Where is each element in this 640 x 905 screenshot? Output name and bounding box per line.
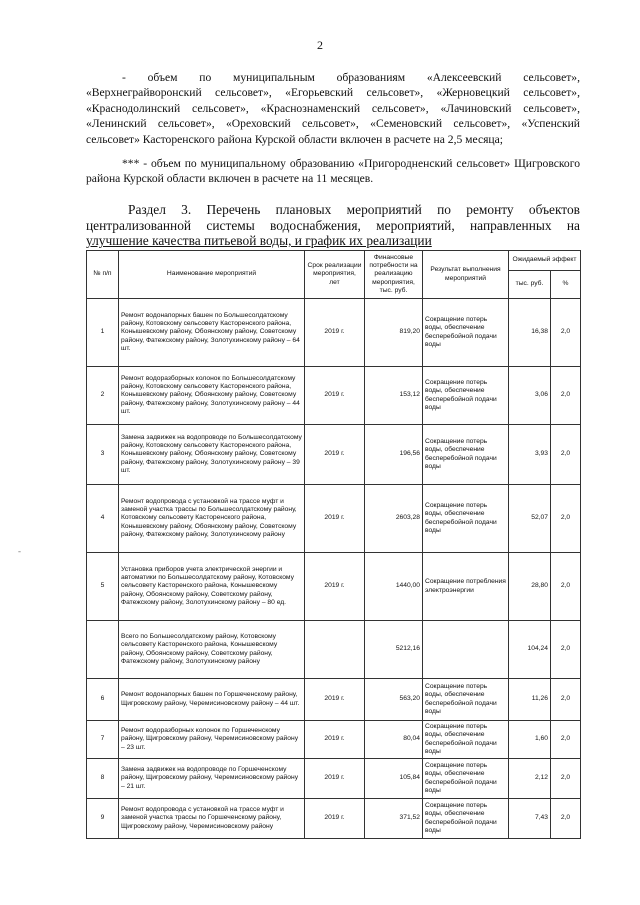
effect-pct: 2,0: [551, 721, 581, 759]
row-number: [87, 621, 119, 679]
effect-rub: 7,43: [509, 799, 551, 839]
activity-result: Сокращение потерь воды, обеспечение бесперебойной подачи воды: [423, 799, 509, 839]
paragraph-volume-shchigrovsky: *** - объем по муниципальному образованию «Пригородненский сельсовет» Щигровского района Курской области включен в расчете на 11 месяцев.: [86, 157, 580, 186]
activity-name: Ремонт водопровода с установкой на трассе муфт и заменой участка трассы по Большесолдатскому району, Котовскому сельсовету Касторенского района, Конышевскому району, Обоянскому району, Советскому району, Фатежскому району, Золотухинскому району: [119, 485, 305, 553]
activity-finance: 1440,00: [365, 553, 423, 621]
activity-term: 2019 г.: [305, 299, 365, 367]
table-row: [87, 759, 581, 799]
effect-pct: 2,0: [551, 367, 581, 425]
activity-result: Сокращение потерь воды, обеспечение бесперебойной подачи воды: [423, 485, 509, 553]
table-row: [87, 299, 581, 367]
header-result: Результат выполнения мероприятий: [423, 251, 509, 299]
activity-name: Замена задвижек на водопроводе по Большесолдатскому району, Котовскому сельсовету Касторенского района, Конышевскому району, Обоянскому району, Советскому району, Фатежскому району, Золотухинскому району – 39 шт.: [119, 425, 305, 485]
activity-finance: 105,84: [365, 759, 423, 799]
activity-name: Ремонт водоразборных колонок по Горшеченскому району, Щигровскому району, Черемисиновскому району – 23 шт.: [119, 721, 305, 759]
activity-finance: 153,12: [365, 367, 423, 425]
row-number: 9: [87, 799, 119, 839]
margin-mark: -: [18, 546, 21, 556]
activity-name: Ремонт водоразборных колонок по Большесолдатскому району, Котовскому сельсовету Касторенского района, Конышевскому району, Обоянскому району, Советскому району, Фатежскому району, Золотухинскому району – 44 шт.: [119, 367, 305, 425]
table-row: [87, 679, 581, 721]
table-row: [87, 799, 581, 839]
effect-pct: 2,0: [551, 759, 581, 799]
effect-rub: 3,93: [509, 425, 551, 485]
effect-rub: 3,06: [509, 367, 551, 425]
header-name: Наименование мероприятий: [119, 251, 305, 299]
activity-term: 2019 г.: [305, 485, 365, 553]
activity-result: Сокращение потерь воды, обеспечение бесперебойной подачи воды: [423, 759, 509, 799]
activity-term: 2019 г.: [305, 759, 365, 799]
section-heading-underlined: улучшение качества питьевой воды, и график их реализации: [86, 233, 432, 249]
row-number: 7: [87, 721, 119, 759]
effect-pct: 2,0: [551, 425, 581, 485]
effect-rub: 28,80: [509, 553, 551, 621]
header-num: № п/п: [87, 251, 119, 299]
table-row: [87, 721, 581, 759]
header-effect-rub: тыс. руб.: [509, 271, 551, 299]
row-number: 4: [87, 485, 119, 553]
activity-result: Сокращение потребления электроэнергии: [423, 553, 509, 621]
activity-result: Сокращение потерь воды, обеспечение бесперебойной подачи воды: [423, 679, 509, 721]
effect-pct: 2,0: [551, 485, 581, 553]
activity-finance: 819,20: [365, 299, 423, 367]
effect-pct: 2,0: [551, 299, 581, 367]
row-number: 2: [87, 367, 119, 425]
activity-term: 2019 г.: [305, 553, 365, 621]
activity-term: 2019 г.: [305, 425, 365, 485]
row-number: 8: [87, 759, 119, 799]
activity-result: [423, 621, 509, 679]
section-heading-main: Раздел 3. Перечень плановых мероприятий по ремонту объектов централизованной системы водоснабжения, мероприятий, направленных на: [86, 202, 580, 233]
activity-term: 2019 г.: [305, 721, 365, 759]
activity-finance: 80,04: [365, 721, 423, 759]
activity-result: Сокращение потерь воды, обеспечение бесперебойной подачи воды: [423, 299, 509, 367]
activity-finance: 371,52: [365, 799, 423, 839]
activity-name: Всего по Большесолдатскому району, Котовскому сельсовету Касторенского района, Конышевскому району, Обоянскому району, Советскому району, Фатежскому району, Золотухинскому району: [119, 621, 305, 679]
row-number: 3: [87, 425, 119, 485]
activity-name: Ремонт водонапорных башен по Горшеченскому району, Щигровскому району, Черемисиновскому району – 44 шт.: [119, 679, 305, 721]
row-number: 5: [87, 553, 119, 621]
table-row: [87, 621, 581, 679]
effect-rub: 11,26: [509, 679, 551, 721]
section-heading: [86, 202, 580, 249]
effect-rub: 1,60: [509, 721, 551, 759]
activity-name: Ремонт водонапорных башен по Большесолдатскому району, Котовскому сельсовету Касторенского района, Конышевскому району, Обоянскому району, Советскому району, Фатежскому району, Золотухинскому району – 64 шт.: [119, 299, 305, 367]
effect-rub: 104,24: [509, 621, 551, 679]
activity-term: [305, 621, 365, 679]
effect-rub: 16,38: [509, 299, 551, 367]
activity-name: Установка приборов учета электрической энергии и автоматики по Большесолдатскому району, Котовскому сельсовету Касторенского района, Конышевскому району, Обоянскому району, Советскому району, Фатежскому району, Золотухинскому району – 80 ед.: [119, 553, 305, 621]
activities-table: [86, 250, 581, 839]
activity-result: Сокращение потерь воды, обеспечение бесперебойной подачи воды: [423, 721, 509, 759]
header-finance: Финансовые потребности на реализацию мероприятия, тыс. руб.: [365, 251, 423, 299]
effect-pct: 2,0: [551, 553, 581, 621]
effect-pct: 2,0: [551, 799, 581, 839]
table-row: [87, 485, 581, 553]
row-number: 1: [87, 299, 119, 367]
activity-name: Ремонт водопровода с установкой на трассе муфт и заменой участка трассы по Горшеченскому району, Щигровскому району, Черемисиновскому району: [119, 799, 305, 839]
activity-term: 2019 г.: [305, 679, 365, 721]
table-row: [87, 425, 581, 485]
table-row: [87, 553, 581, 621]
header-term: Срок реализации мероприятия, лет: [305, 251, 365, 299]
activity-result: Сокращение потерь воды, обеспечение бесперебойной подачи воды: [423, 425, 509, 485]
row-number: 6: [87, 679, 119, 721]
paragraph-volume-kastorensky: - объем по муниципальным образованиям «Алексеевский сельсовет», «Верхнегрaйворонский сельсовет», «Егорьевский сельсовет», «Жерновецкий сельсовет», «Краснодолинский сельсовет», «Краснознаменский сельсовет», «Лачиновский сельсовет», «Ленинский сельсовет», «Ореховский сельсовет», «Семеновский сельсовет», «Успенский сельсовет» Касторенского района Курской области включен в расчете на 2,5 месяца;: [86, 71, 580, 146]
activity-finance: 196,56: [365, 425, 423, 485]
activity-term: 2019 г.: [305, 367, 365, 425]
effect-pct: 2,0: [551, 679, 581, 721]
effect-pct: 2,0: [551, 621, 581, 679]
header-effect-pct: %: [551, 271, 581, 299]
effect-rub: 52,07: [509, 485, 551, 553]
activity-finance: 2603,28: [365, 485, 423, 553]
activity-finance: 5212,16: [365, 621, 423, 679]
effect-rub: 2,12: [509, 759, 551, 799]
page-number: 2: [317, 38, 323, 52]
activity-term: 2019 г.: [305, 799, 365, 839]
activity-result: Сокращение потерь воды, обеспечение бесперебойной подачи воды: [423, 367, 509, 425]
table-row: [87, 367, 581, 425]
activity-name: Замена задвижек на водопроводе по Горшеченскому району, Щигровскому району, Черемисиновскому району – 21 шт.: [119, 759, 305, 799]
activity-finance: 563,20: [365, 679, 423, 721]
header-effect: Ожидаемый эффект: [509, 251, 581, 271]
